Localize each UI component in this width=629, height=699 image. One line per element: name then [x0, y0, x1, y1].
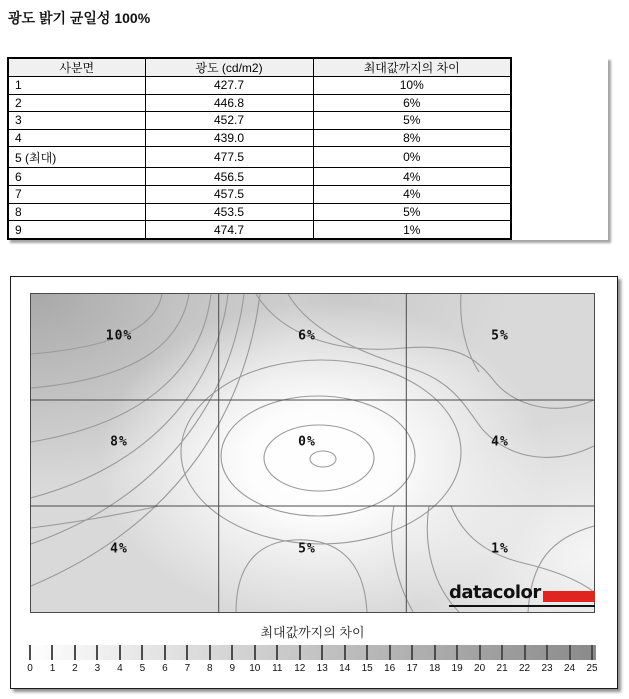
table-cell: 477.5 — [145, 147, 313, 168]
datacolor-logo-red-bar — [543, 591, 595, 602]
table-cell: 453.5 — [145, 203, 313, 221]
table-cell: 8% — [313, 129, 511, 147]
contour-plot — [30, 293, 595, 613]
table-row — [8, 168, 511, 186]
colorbar-tick — [546, 645, 548, 660]
table-cell: 0% — [313, 147, 511, 168]
table-cell: 3 — [8, 112, 145, 130]
colorbar-tick-number: 6 — [162, 663, 168, 674]
table-header-cell: 광도 (cd/m2) — [145, 58, 313, 77]
colorbar-tick — [389, 645, 391, 660]
table-cell: 456.5 — [145, 168, 313, 186]
table-cell: 10% — [313, 77, 511, 95]
table-row — [8, 221, 511, 239]
contour-cell-label: 10% — [105, 328, 133, 344]
table-cell: 4% — [313, 186, 511, 204]
colorbar-tick — [411, 645, 413, 660]
table-cell: 7 — [8, 186, 145, 204]
page-title: 광도 밝기 균일성 100% — [8, 10, 151, 26]
uniformity-table — [7, 57, 512, 240]
colorbar-tick — [321, 645, 323, 660]
colorbar-tick — [299, 645, 301, 660]
colorbar-tick-number: 2 — [72, 663, 78, 674]
table-row — [8, 186, 511, 204]
table-header — [8, 58, 511, 77]
colorbar-tick-number: 10 — [249, 663, 261, 674]
datacolor-logo — [449, 584, 595, 607]
contour-cell-label: 1% — [491, 541, 509, 557]
colorbar-tick-number: 11 — [272, 663, 283, 674]
table-cell: 6% — [313, 94, 511, 112]
table-cell: 4% — [313, 168, 511, 186]
colorbar-tick — [209, 645, 211, 660]
table-row — [8, 129, 511, 147]
colorbar-tick-number: 14 — [339, 663, 351, 674]
table-cell: 427.7 — [145, 77, 313, 95]
colorbar-tick-number: 3 — [94, 663, 101, 674]
table-cell: 474.7 — [145, 221, 313, 239]
table-row — [8, 94, 511, 112]
colorbar-tick-number: 25 — [586, 663, 598, 674]
colorbar-tick-number: 19 — [451, 663, 463, 674]
colorbar-tick-number: 20 — [474, 663, 486, 674]
table-row — [8, 112, 511, 130]
colorbar-gradient — [24, 645, 596, 660]
table-cell: 1% — [313, 221, 511, 239]
table-cell: 5% — [313, 112, 511, 130]
colorbar-tick — [186, 645, 188, 660]
colorbar-tick-number: 17 — [406, 663, 418, 674]
colorbar-tick-number: 15 — [361, 663, 373, 674]
datacolor-logo-text: datacolor — [449, 582, 541, 603]
table-cell: 5% — [313, 203, 511, 221]
colorbar-tick — [74, 645, 76, 660]
colorbar-tick-number: 16 — [384, 663, 396, 674]
table-cell: 2 — [8, 94, 145, 112]
colorbar-tick — [51, 645, 53, 660]
colorbar-tick — [231, 645, 233, 660]
colorbar-tick-number: 1 — [49, 663, 56, 674]
table-cell: 5 (최대) — [8, 147, 145, 168]
colorbar-tick — [434, 645, 436, 660]
colorbar-tick-number: 23 — [541, 663, 553, 674]
contour-cell-label: 4% — [110, 541, 128, 557]
table-cell: 6 — [8, 168, 145, 186]
table-cell: 452.7 — [145, 112, 313, 130]
colorbar-tick — [344, 645, 346, 660]
table-row — [8, 77, 511, 95]
table-cell: 9 — [8, 221, 145, 239]
table-row — [8, 147, 511, 168]
table-body — [8, 77, 511, 240]
colorbar-tick-number: 4 — [117, 663, 123, 674]
contour-cell-label: 4% — [491, 434, 509, 450]
colorbar-tick — [591, 645, 593, 660]
colorbar-tick — [456, 645, 458, 660]
colorbar-tick — [524, 645, 526, 660]
colorbar-tick-number: 12 — [294, 663, 306, 674]
colorbar-tick-number: 0 — [27, 663, 33, 674]
table-header-cell: 사분면 — [8, 58, 145, 77]
colorbar-tick — [29, 645, 31, 660]
table-cell: 439.0 — [145, 129, 313, 147]
colorbar-tick-number: 7 — [184, 663, 191, 674]
colorbar-tick — [501, 645, 503, 660]
uniformity-contour-card — [10, 276, 618, 689]
colorbar-tick — [479, 645, 481, 660]
table-row — [8, 203, 511, 221]
colorbar-tick-number: 9 — [229, 663, 236, 674]
table-header-row — [8, 58, 511, 77]
colorbar-tick — [569, 645, 571, 660]
contour-cell-label: 6% — [298, 328, 316, 344]
colorbar-tick — [119, 645, 121, 660]
table-header-cell: 최대값까지의 차이 — [313, 58, 511, 77]
colorbar-tick-number: 13 — [316, 663, 328, 674]
colorbar-tick-labels — [24, 663, 596, 675]
colorbar-tick — [366, 645, 368, 660]
contour-cell-label: 8% — [110, 434, 128, 450]
contour-cell-label: 5% — [491, 328, 509, 344]
colorbar-tick — [141, 645, 143, 660]
table-cell: 8 — [8, 203, 145, 221]
colorbar-tick — [254, 645, 256, 660]
table-cell: 457.5 — [145, 186, 313, 204]
colorbar-tick-number: 21 — [496, 663, 508, 674]
table-cell: 446.8 — [145, 94, 313, 112]
colorbar-tick-number: 24 — [563, 663, 576, 674]
colorbar-tick-number: 5 — [139, 663, 146, 674]
colorbar-tick — [164, 645, 166, 660]
colorbar-tick — [276, 645, 278, 660]
colorbar-title: 최대값까지의 차이 — [260, 625, 365, 640]
contour-cell-label: 5% — [298, 541, 316, 557]
contour-cell-label: 0% — [298, 434, 316, 450]
colorbar-tick-number: 22 — [518, 663, 531, 674]
colorbar-tick-number: 18 — [429, 663, 441, 674]
uniformity-table-card — [7, 57, 608, 240]
colorbar-tick — [96, 645, 98, 660]
table-cell: 4 — [8, 129, 145, 147]
colorbar-tick-number: 8 — [207, 663, 213, 674]
table-cell: 1 — [8, 77, 145, 95]
